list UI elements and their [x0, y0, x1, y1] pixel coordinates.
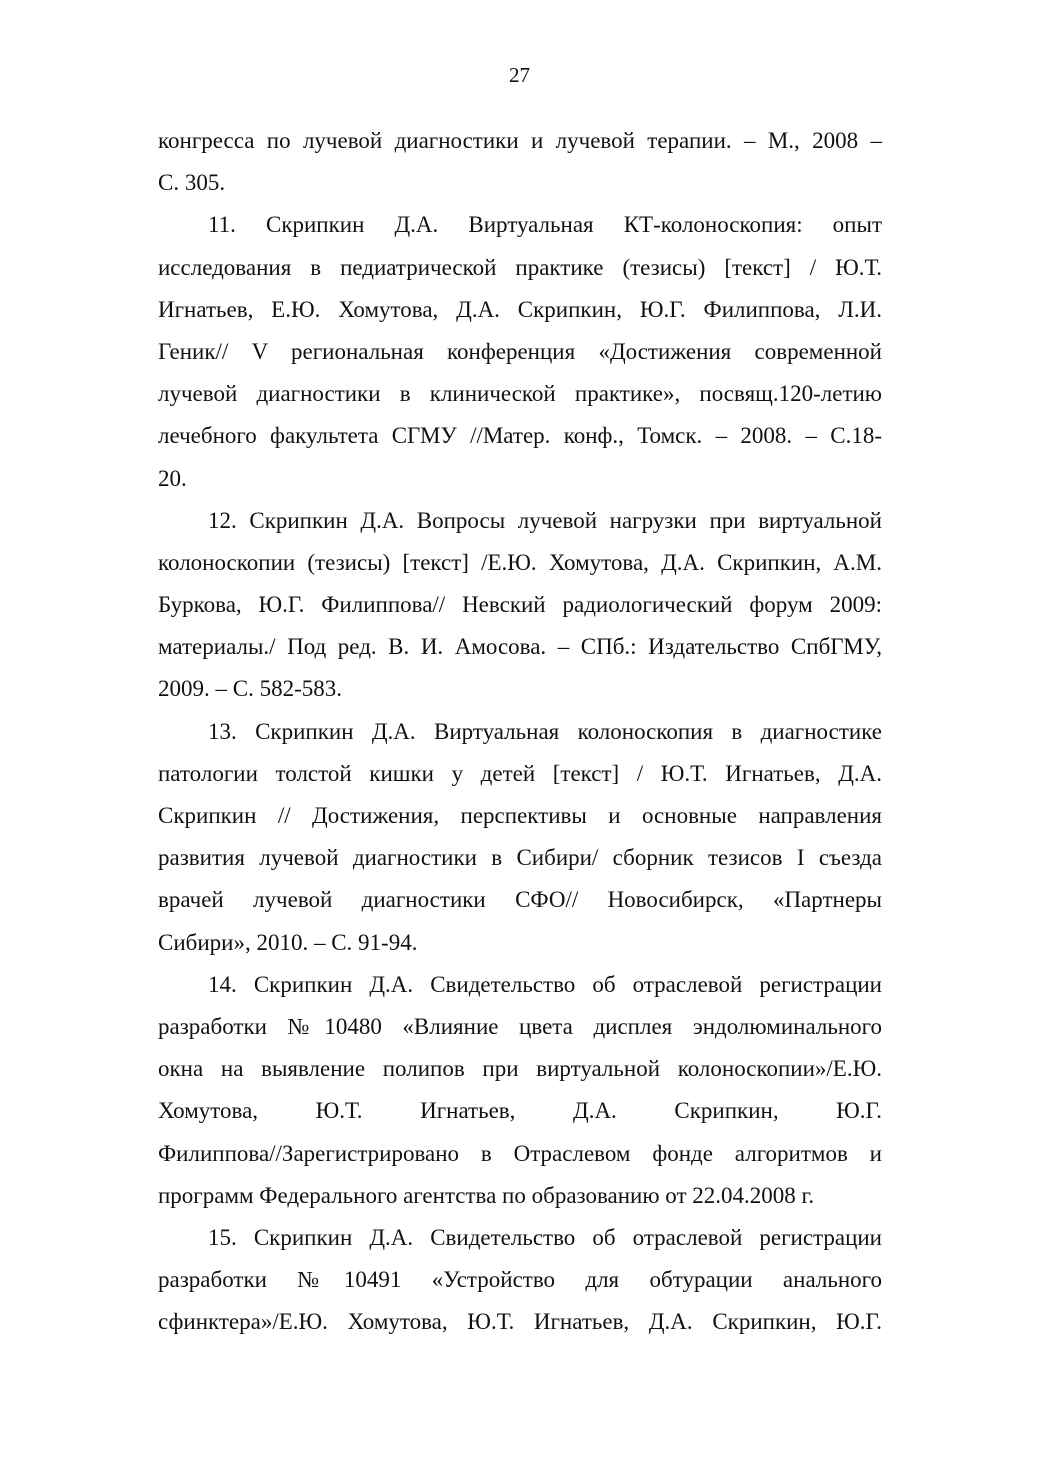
text-line: исследования в педиатрической практике (тезисы) [текст] / Ю.Т. — [158, 254, 882, 280]
text-line: лечебного факультета СГМУ //Матер. конф., Томск. – 2008. – С.18- — [158, 423, 882, 449]
text-line: Сибири», 2010. – С. 91-94. — [158, 929, 418, 955]
page-number: 27 — [509, 63, 530, 87]
text-line: Буркова, Ю.Г. Филиппова// Невский радиологический форум 2009: — [158, 592, 882, 618]
text-line: 2009. – С. 582-583. — [158, 676, 342, 702]
text-line: Филиппова//Зарегистрировано в Отраслевом фонде алгоритмов и — [158, 1140, 882, 1166]
text-line: Геник// V региональная конференция «Достижения современной — [158, 338, 882, 364]
text-line: лучевой диагностики в клинической практике», посвящ.120-летию — [158, 381, 882, 407]
text-line: 20. — [158, 465, 187, 491]
text-line: окна на выявление полипов при виртуальной колоноскопии»/Е.Ю. — [158, 1056, 882, 1082]
text-line: разработки №10491 «Устройство для обтурации анального — [158, 1267, 882, 1293]
text-line: разработки №10480 «Влияние цвета дисплея эндолюминального — [158, 1013, 882, 1039]
text-line: патологии толстой кишки у детей [текст] / Ю.Т. Игнатьев, Д.А. — [158, 760, 882, 786]
text-line: материалы./ Под ред. В. И. Амосова. – СПб.: Издательство СпбГМУ, — [158, 634, 882, 660]
text-line: врачей лучевой диагностики СФО// Новосибирск, «Партнеры — [158, 887, 882, 913]
reference-list — [158, 120, 882, 1343]
text-line: сфинктера»/Е.Ю. Хомутова, Ю.Т. Игнатьев, Д.А. Скрипкин, Ю.Г. — [158, 1309, 882, 1335]
text-line: 12. Скрипкин Д.А. Вопросы лучевой нагрузки при виртуальной — [208, 507, 882, 533]
text-line: развития лучевой диагностики в Сибири/ сборник тезисов I съезда — [158, 845, 882, 871]
text-line: колоноскопии (тезисы) [текст] /Е.Ю. Хомутова, Д.А. Скрипкин, А.М. — [158, 549, 882, 575]
text-line: 11. Скрипкин Д.А. Виртуальная КТ-колоноскопия: опыт — [208, 212, 882, 238]
text-line: программ Федерального агентства по образованию от 22.04.2008 г. — [158, 1182, 815, 1208]
text-line: Скрипкин // Достижения, перспективы и основные направления — [158, 803, 882, 828]
text-line: С. 305. — [158, 170, 226, 196]
text-line: 13. Скрипкин Д.А. Виртуальная колоноскопия в диагностике — [208, 718, 882, 744]
text-line: 14. Скрипкин Д.А. Свидетельство об отраслевой регистрации — [208, 971, 882, 997]
text-line: Хомутова, Ю.Т. Игнатьев, Д.А. Скрипкин, Ю.Г. — [158, 1098, 882, 1124]
text-line: Игнатьев, Е.Ю. Хомутова, Д.А. Скрипкин, Ю.Г. Филиппова, Л.И. — [158, 296, 882, 322]
text-line: конгресса по лучевой диагностики и лучевой терапии. – М., 2008 – — [158, 128, 882, 153]
text-line: 15. Скрипкин Д.А. Свидетельство об отраслевой регистрации — [208, 1224, 882, 1250]
